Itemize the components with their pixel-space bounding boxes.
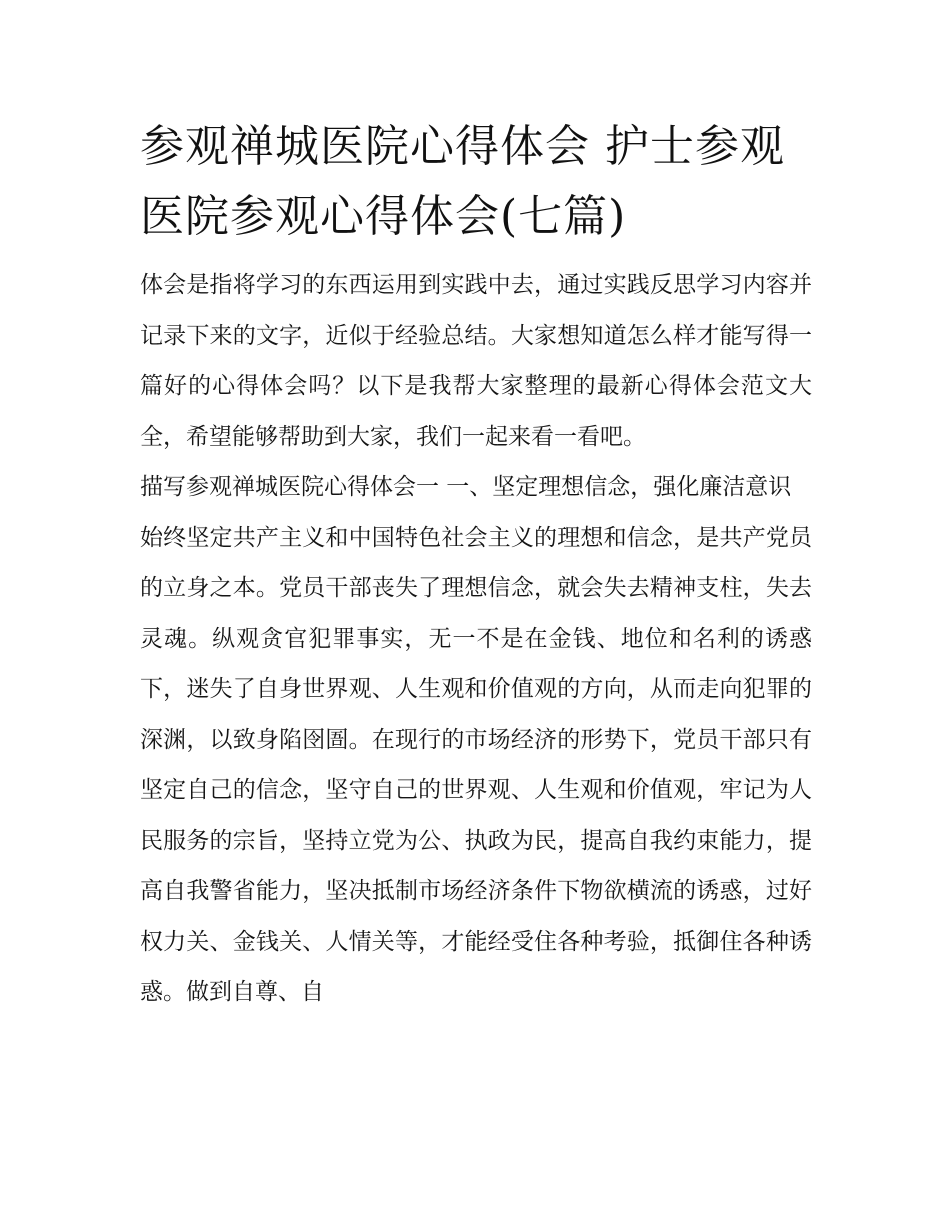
section-heading-paragraph: 描写参观禅城医院心得体会一 一、坚定理想信念，强化廉洁意识	[140, 474, 792, 500]
intro-paragraph: 体会是指将学习的东西运用到实践中去，通过实践反思学习内容并记录下来的文字，近似于经验总结。大家想知道怎么样才能写得一篇好的心得体会吗？以下是我帮大家整理的最新心得体会范文大全，希望能够帮助到大家，我们一起来看一看吧。	[140, 272, 812, 450]
document-content	[140, 112, 812, 1018]
body-paragraph: 始终坚定共产主义和中国特色社会主义的理想和信念，是共产党员的立身之本。党员干部丧失了理想信念，就会失去精神支柱，失去灵魂。纵观贪官犯罪事实，无一不是在金钱、地位和名利的诱惑下，迷失了自身世界观、人生观和价值观的方向，从而走向犯罪的深渊，以致身陷囹圄。在现行的市场经济的形势下，党员干部只有坚定自己的信念，坚守自己的世界观、人生观和价值观，牢记为人民服务的宗旨，坚持立党为公、执政为民，提高自我约束能力，提高自我警省能力，坚决抵制市场经济条件下物欲横流的诱惑，过好权力关、金钱关、人情关等，才能经受住各种考验，抵御住各种诱惑。做到自尊、自	[140, 524, 812, 1005]
document-title: 参观禅城医院心得体会 护士参观医院参观心得体会(七篇)	[140, 121, 785, 242]
